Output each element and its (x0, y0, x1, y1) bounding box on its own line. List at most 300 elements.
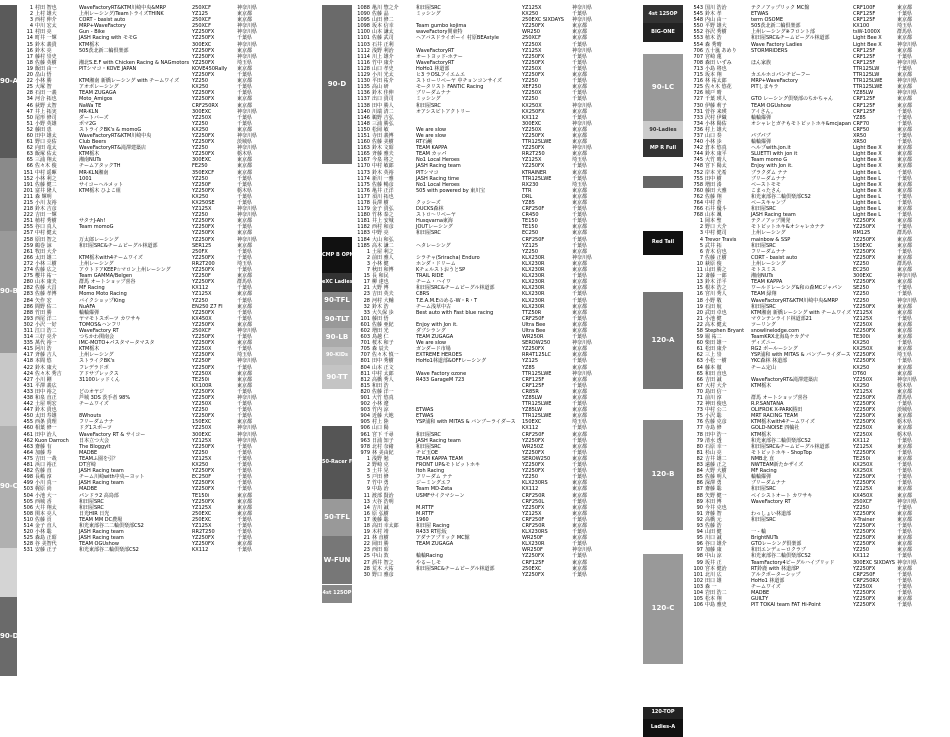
machine: RR2T250 (522, 151, 545, 158)
entry-number: 498 (23, 474, 33, 481)
prefecture: 東京都 (897, 157, 913, 164)
team-name: ほん家族 (751, 59, 772, 66)
team-name: JASH Racing team (79, 468, 124, 475)
entry-number: 58 (696, 327, 703, 334)
team-name: ダブシラング (416, 327, 446, 334)
machine: YZ250FX (192, 309, 215, 316)
prefecture: 千葉県 (572, 291, 588, 298)
rider-name: 西村 伸介 (35, 17, 57, 24)
entry-number: 1090 (357, 11, 370, 18)
prefecture: 東京都 (572, 327, 588, 334)
rider-name: 長嶋 淳 (35, 474, 52, 481)
rider-name: 青木 信也 (705, 248, 727, 255)
entry-number: 1103 (357, 41, 370, 48)
team-name: YSP浦和 with MITAS & バンブーライダース (416, 419, 516, 426)
team-name: PIT TOKAI team FAT Hi-Point (751, 602, 821, 609)
entry-number: 218 (23, 206, 33, 213)
entry-number: 222 (23, 212, 33, 219)
entry-number: 64 (696, 364, 703, 371)
prefecture: 東京都 (572, 285, 588, 292)
machine: YZ250 (192, 297, 209, 304)
entry-number: 481 (23, 462, 33, 469)
prefecture: 東京都 (572, 559, 588, 566)
entry-number: 311 (23, 327, 33, 334)
machine: YZ250FX (192, 321, 215, 328)
prefecture: 東京都 (237, 242, 253, 249)
machine: Light Bee L (853, 212, 882, 219)
prefecture: 千葉県 (897, 224, 913, 231)
class-band (643, 664, 683, 707)
team-name: ヘタレーシング (416, 242, 451, 249)
machine: 350EXCF (192, 169, 215, 176)
entry-number: 7 (699, 254, 703, 261)
team-name: ストライクBK's & momoG (79, 126, 142, 133)
prefecture: 東京都 (572, 431, 588, 438)
prefecture: 東京都 (897, 35, 913, 42)
prefecture: 神奈川県 (237, 23, 258, 30)
rider-name: 村上 陸 (372, 419, 389, 426)
rider-name: 中村 蒼 (705, 200, 722, 206)
entry-number: 417 (23, 352, 33, 359)
entry-number: 17 (363, 516, 370, 523)
machine: Light Bee L (853, 193, 882, 200)
entry-number: 510 (23, 516, 33, 523)
prefecture: 東京都 (572, 364, 588, 371)
class-band (0, 5, 17, 158)
team-name: 和光東部谷二二輪倶楽部CS2 (79, 522, 144, 529)
machine: RM125 (853, 230, 871, 237)
machine: 250EXC (522, 565, 542, 572)
rider-name: 宮下 千尋 (372, 431, 394, 438)
machine: CRF250RX (853, 577, 880, 584)
entry-number: 21 (363, 535, 370, 542)
machine: YZ125X (522, 47, 542, 54)
rider-name: 今泉 将之 (372, 157, 394, 164)
machine: DT60 (853, 370, 867, 377)
prefecture: 千葉県 (572, 474, 588, 481)
rider-name: 藤本 徹 (705, 364, 722, 371)
rider-name: 村上 雄大 (705, 126, 727, 133)
prefecture: 千葉県 (572, 96, 588, 103)
prefecture: 東京都 (572, 388, 588, 395)
class-label: 120-TOP (651, 709, 675, 716)
team-name: term OSOME (751, 17, 783, 24)
team-name: RT石鹸 (416, 139, 433, 146)
machine: YZ250FX (192, 535, 215, 542)
team-name: Wave Factory Ladies (751, 41, 803, 48)
entry-number: 257 (23, 230, 33, 237)
team-name: KTM栃木with4チームワイズ (751, 419, 815, 426)
entry-number: 508 (23, 510, 33, 517)
rider-name: 森 一 (705, 583, 717, 590)
team-name: TEAM KAPPA TEAM (416, 455, 463, 462)
class-label: 50-Racer Full (322, 458, 359, 465)
entry-number: 63 (696, 358, 703, 365)
team-name: JOUTレーシング (416, 224, 453, 231)
machine: CRF250R (522, 522, 545, 529)
team-name: NuAFA (79, 303, 96, 310)
entry-number: 16 (363, 510, 370, 517)
rider-name: 杉山 亮 (705, 449, 722, 456)
machine: KX250 (853, 364, 870, 371)
entry-number: 25 (26, 84, 33, 91)
team-name: Itoh Racing (416, 468, 445, 475)
rider-name: 金子 直人 (35, 522, 57, 529)
team-name: ディズニー (751, 340, 776, 347)
team-name: 和田屋SRC&チームビーグル林道部 (416, 565, 495, 572)
machine: TE250i (853, 455, 871, 462)
machine: YZ250 (853, 291, 870, 298)
prefecture: 千葉県 (237, 309, 253, 316)
machine: 300EXC (522, 120, 542, 127)
machine: CRF250F (853, 571, 876, 578)
machine: 150EXC (192, 419, 212, 426)
entry-number: 1112 (357, 47, 370, 54)
team-name: Gun - Bike (79, 29, 105, 36)
machine: CR450 (522, 212, 539, 219)
prefecture: 東京都 (237, 126, 253, 133)
machine: XR50 (853, 139, 867, 146)
rider-name: 吉田 英夫 (372, 291, 394, 298)
team-name: チームアタックTH (79, 163, 121, 170)
machine: YZ250FX (522, 72, 545, 79)
prefecture: 神奈川県 (572, 370, 593, 377)
class-band (322, 273, 352, 291)
machine: YZ85LW (522, 407, 543, 414)
prefecture: 東京都 (572, 303, 588, 310)
rider-name: 和田 浩 (372, 382, 389, 389)
rider-name: 中山 涼 (705, 553, 722, 560)
rider-name: 林 美由紀 (372, 449, 394, 456)
team-name: JASH Racing team (416, 437, 461, 444)
rider-name: 吉田 誠 (705, 376, 722, 383)
rider-name: 齋藤 有 (35, 443, 52, 450)
prefecture: 千葉県 (237, 413, 253, 420)
rider-name: 山本 正文 (372, 364, 394, 371)
rider-name: 森 秀晴 (705, 41, 722, 48)
class-label: eXC Ladies (322, 279, 353, 286)
entry-number: 266 (23, 254, 33, 261)
machine: YZ250X (192, 401, 212, 408)
machine: YZ85LW (522, 395, 543, 401)
team-name: アウトドアKEEP☆マロン上州レーシング (79, 267, 171, 274)
prefecture: 神奈川県 (237, 358, 258, 365)
entry-number: 1135 (357, 84, 370, 91)
class-label: 4st 125OP (322, 590, 352, 597)
machine: YZ250FX (853, 474, 876, 481)
entry-number: 815 (360, 382, 370, 389)
entry-number: 21 (363, 285, 370, 292)
rider-name: 矢野 健一 (705, 492, 727, 499)
entry-number: 15 (363, 273, 370, 280)
rider-name: 野口 大介 (705, 224, 727, 231)
machine: YZ250FX (853, 236, 876, 243)
rider-name: 森 辰夫 (372, 346, 389, 353)
rider-name: 大竹 晴人 (705, 157, 727, 164)
rider-name: 相葉 修一 (35, 425, 57, 432)
machine: YZ250FX (192, 340, 215, 347)
prefecture: 神奈川県 (572, 102, 593, 109)
machine: YZ125 (522, 358, 539, 365)
team-name: WaveFactoryRT (416, 47, 455, 54)
machine: YZ250FX (192, 53, 215, 60)
entry-number: 734 (693, 120, 703, 127)
team-name: 和田屋SRC (416, 230, 441, 237)
machine: YZ250FX (192, 230, 215, 237)
entry-column-1 (0, 0, 316, 675)
team-name: 和田屋SRC&チームビーグル林道部 (416, 285, 495, 292)
entry-number: 1114 (357, 53, 370, 60)
entry-number: 705 (360, 346, 370, 353)
entry-number: 601 (360, 321, 370, 328)
team-name: Team GAMMA/Belgen (79, 273, 133, 280)
class-label: 90-B (0, 287, 18, 296)
rider-name: 川口 誠 (705, 535, 722, 542)
prefecture: 千葉県 (897, 358, 913, 365)
rider-name: 浅野 勉 (372, 455, 389, 462)
team-name: オートヨッド-ホテー (416, 53, 463, 60)
team-name: HoHo1 林道部 (416, 65, 450, 72)
machine: KX112 (522, 114, 539, 121)
team-name: アイさん。 (751, 108, 776, 115)
machine: Light Bee X (853, 187, 882, 194)
rider-name: 西城 香 (35, 498, 52, 505)
prefecture: 神奈川県 (897, 41, 918, 48)
rider-name: 向田 竜太 (35, 145, 57, 152)
rider-name: 小林 陽佑 (705, 120, 727, 127)
team-name: MADBE (79, 449, 98, 456)
machine: YZ250FX (522, 53, 545, 60)
rider-name: 北川 広 (705, 571, 722, 578)
entry-number: 61 (26, 139, 33, 146)
rider-name: 野崎 克 (372, 462, 389, 469)
entry-rows (17, 5, 316, 553)
rider-name: 五十嵐 あめり (705, 47, 737, 54)
team-name: モトスミス (751, 267, 776, 274)
machine: KX250X (853, 346, 873, 353)
prefecture: 東京都 (572, 413, 588, 420)
rider-name: 大山 和弘 (372, 236, 394, 243)
team-name: 和田屋SRC (751, 516, 776, 523)
entry-number: 96 (696, 541, 703, 548)
prefecture: 東京都 (237, 498, 253, 505)
team-name: カエルホコパンチビーフー (751, 72, 811, 79)
rider-name: 小川 友裕 (35, 200, 57, 206)
team-name: 1001 (79, 175, 92, 182)
class-label: 90-KIDs (326, 352, 348, 359)
prefecture: 東京都 (572, 260, 588, 267)
prefecture: 東京都 (572, 200, 588, 206)
team-name: つちかわ関南会 (79, 334, 115, 341)
prefecture: 神奈川県 (572, 145, 593, 152)
team-name: Team momo G (751, 157, 788, 164)
rider-name: 櫻井 祐一 (35, 273, 57, 280)
entry-rows (683, 5, 950, 608)
machine: YZ250FX (192, 29, 215, 36)
machine: YZ250 (522, 96, 539, 103)
entry-number: 60 (26, 132, 33, 139)
prefecture: 東京都 (572, 224, 588, 231)
rider-name: 小林 健 (372, 260, 389, 267)
machine: SER125 (192, 242, 212, 249)
machine: YZ250FX (192, 35, 215, 42)
entry-number: 503 (23, 486, 33, 493)
rider-name: 大村 大介 (705, 382, 727, 389)
rider-name: 山口 陽 (372, 425, 389, 432)
rider-name: 寺島 修 (705, 425, 722, 432)
prefecture: 千葉県 (237, 254, 253, 261)
prefecture: 千葉県 (572, 358, 588, 365)
machine: CRF125F (853, 53, 876, 60)
rider-name: 前田 雅人 (372, 254, 394, 261)
team-name: ヤマモトスポーツ カワサキ (79, 315, 141, 322)
prefecture: 東京都 (572, 486, 588, 493)
machine: YZ250FX (853, 352, 876, 359)
machine: 150EXC (853, 242, 873, 249)
entry-number: 19 (26, 65, 33, 72)
entry-number: 191 (23, 181, 33, 188)
team-name: MRT RACING TEAM (751, 413, 798, 420)
prefecture: 東京都 (897, 17, 913, 24)
machine: CRF250F (522, 236, 545, 243)
entry-number: 86 (696, 480, 703, 487)
machine: YZ250X (853, 321, 873, 328)
rider-name: 藤田 恵 (35, 126, 52, 133)
team-name: 群馬 オートショップ喜谷 (751, 395, 808, 401)
entry-number: 151 (23, 169, 33, 176)
rider-name: 松岡 敏 (372, 126, 389, 133)
machine: KX100R (192, 382, 212, 389)
team-name: JASH Racing team (79, 480, 124, 487)
team-name: マウンテンライド林道部21 (751, 315, 812, 322)
machine: KLX230R (522, 291, 545, 298)
entry-number: 13 (363, 498, 370, 505)
entry-number: 768 (693, 212, 703, 219)
prefecture: 千葉県 (572, 541, 588, 548)
entry-number: 531 (23, 547, 33, 554)
entry-number: 525 (23, 535, 33, 542)
rider-name: 鈴木 康平 (705, 151, 727, 158)
entry-number: 752 (693, 169, 703, 176)
prefecture: 千葉県 (897, 315, 913, 322)
rider-name: 小川 剛 (35, 376, 52, 383)
prefecture: 埼玉県 (897, 23, 913, 30)
machine: 250XCF (192, 5, 211, 11)
team-name: バイクショップKing (79, 297, 125, 304)
entry-number: 21 (696, 315, 703, 322)
class-label: CMP B OPN (322, 251, 354, 258)
team-name: STORMRIDERS (751, 47, 788, 54)
machine: YZ250 (522, 78, 539, 85)
team-name: 湘南NUTs (79, 157, 102, 164)
rider-name: 野口 亮佑 (35, 139, 57, 146)
machine: Ultra Bee (522, 327, 546, 334)
entry-number: 1183 (357, 230, 370, 237)
machine: 300EXC (853, 273, 873, 280)
prefecture: 千葉県 (237, 285, 253, 292)
team-name: JASH Racing team (79, 535, 124, 542)
entry-number: 22 (696, 321, 703, 328)
machine: YZ250FX (522, 571, 545, 578)
entry-number: 18 (363, 522, 370, 529)
machine: YZ250FX (522, 504, 545, 511)
entry-number: 283 (23, 291, 33, 298)
team-name: やるーしモ (416, 559, 442, 566)
machine: YZ250 (522, 248, 539, 255)
entry-number: 726 (693, 90, 703, 97)
machine: KLX230R (522, 541, 545, 548)
rider-name: 山田 勝之 (705, 267, 727, 274)
team-name: KチェルストおうとSP (416, 267, 466, 274)
team-name: GUILTY (751, 596, 769, 603)
entry-number: 482 (23, 468, 33, 475)
rider-name: 藤田 大雅 (705, 187, 727, 194)
entry-number: 77 (696, 425, 703, 432)
prefecture: 千葉県 (572, 218, 588, 225)
rider-name: 和田 直也 (705, 370, 727, 377)
team-name: チーム・ハイワ (416, 279, 452, 286)
machine: YZ250F (192, 273, 211, 280)
rider-name: 小林 聡 (35, 529, 52, 536)
entry-number: 22 (363, 541, 370, 548)
rider-name: 柳 達也 (372, 279, 389, 286)
machine: FE250 (192, 163, 208, 170)
entry-number: 275 (23, 273, 33, 280)
entry-number: 9 (366, 486, 370, 493)
prefecture: 千葉県 (237, 388, 253, 395)
machine: 300EXC (192, 108, 212, 115)
rider-name: Kuon Darroch (35, 437, 69, 444)
entry-number: 1179 (357, 206, 370, 213)
machine: 300EXC SIXDAYS (853, 559, 895, 566)
entry-column-2 (322, 0, 638, 675)
machine: KLX230R (522, 303, 545, 310)
team-name: OLIFROK X-PARK勝田 (751, 407, 803, 414)
machine: YZ250FX (192, 236, 215, 243)
entry-number: 65 (696, 370, 703, 377)
rider-name: 竹中 康介 (372, 59, 394, 66)
entry-number: 100 (693, 565, 703, 572)
prefecture: 東京都 (897, 126, 913, 133)
class-label: W-FUN (323, 555, 351, 564)
rider-name: 佐藤 健二 (35, 181, 57, 188)
class-label: 90-TLT (324, 314, 350, 323)
prefecture: 千葉県 (897, 175, 913, 182)
class-label: 90-LC (651, 82, 675, 91)
machine: KX250 (192, 462, 209, 469)
entry-number: 1170 (357, 163, 370, 170)
rider-name: 中川 宏太 (35, 23, 57, 30)
rider-name: 富井 隆人 (35, 187, 57, 194)
prefecture: 東京都 (897, 455, 913, 462)
entry-number: 716 (693, 78, 703, 85)
machine: 300EXC (192, 41, 212, 48)
entry-number: 903 (360, 407, 370, 414)
team-name: TeamFactory4ビーグルハイブリッド (751, 559, 835, 566)
prefecture: 東京都 (237, 11, 253, 18)
prefecture: 千葉県 (897, 401, 913, 408)
rider-name: 村田 亮 (35, 29, 52, 36)
machine: YZ250FX (192, 72, 215, 79)
team-name: 和田屋SRC (79, 498, 104, 505)
machine: TTR125LWE (522, 139, 552, 146)
entry-number: 1182 (357, 224, 370, 231)
rider-name: 梶原 尚 (35, 486, 52, 493)
team-name: KTM栃木 ひよこ組 (79, 187, 121, 194)
machine: YZ250FX (853, 218, 876, 225)
entry-number: 2 (29, 11, 33, 18)
machine: YZ250FX (522, 163, 545, 170)
